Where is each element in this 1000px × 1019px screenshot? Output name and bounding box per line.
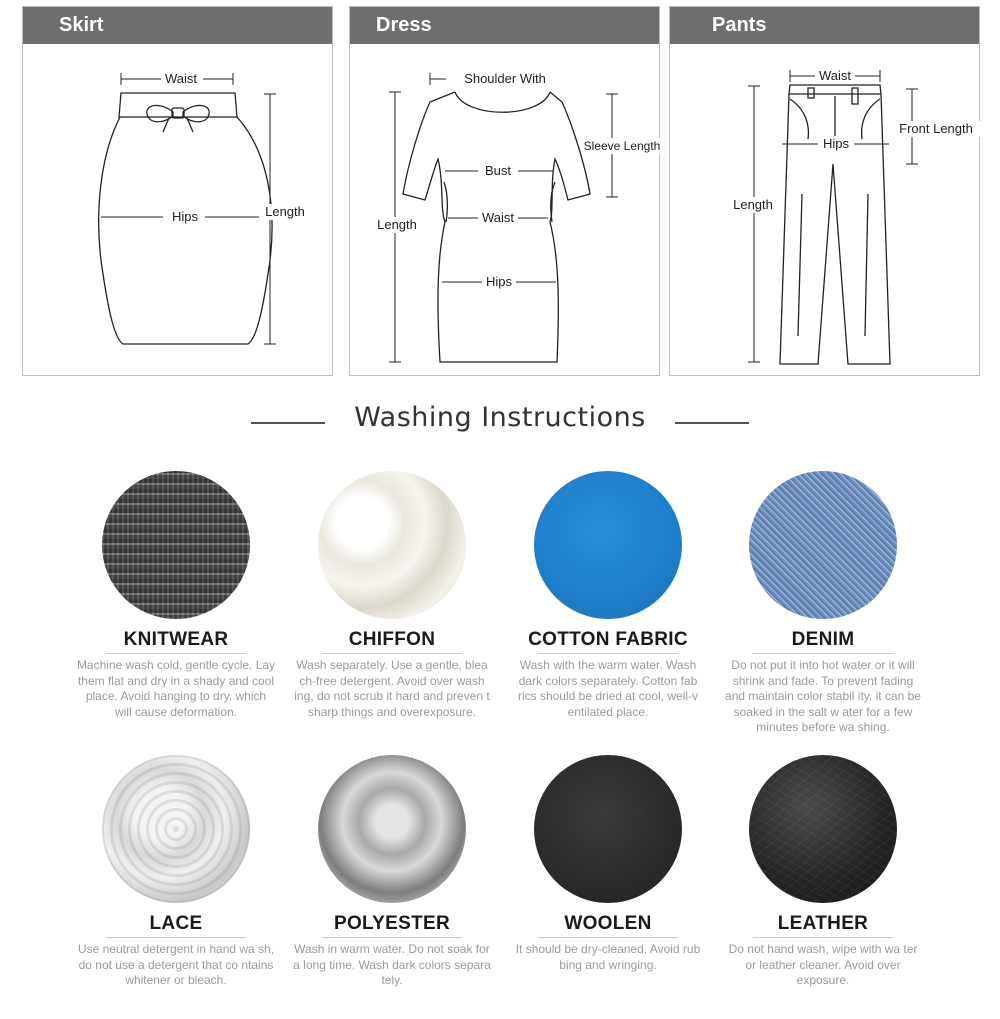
- skirt-hips-label: Hips: [171, 209, 199, 224]
- dress-length-label: Length: [377, 217, 417, 232]
- divider: [106, 937, 246, 938]
- dress-waist-label: Waist: [481, 210, 515, 225]
- skirt-length-label: Length: [265, 204, 305, 219]
- fabric-name: LEATHER: [777, 913, 869, 934]
- fabric-care-text: Do not hand wash, wipe with wa ter or leather cleaner. Avoid over exposure.: [728, 942, 918, 987]
- fabric-care-text: Wash with the warm water. Wash dark colors separately. Cotton fab rics should be dried at cool, well-v entilated place.: [517, 658, 699, 719]
- fabric-name: WOOLEN: [564, 913, 652, 934]
- skirt-heading: Skirt: [23, 7, 332, 44]
- fabric-name: DENIM: [791, 629, 855, 650]
- fabric-card-lace: [76, 755, 276, 989]
- fabric-care-text: Wash in warm water. Do not soak for a long time. Wash dark colors separa tely.: [293, 942, 491, 987]
- cotton-swatch-image: [534, 471, 682, 619]
- pants-waist-label: Waist: [818, 68, 852, 83]
- fabric-care-text: Do not put it into hot water or it will shrink and fade. To prevent fading and maintain color stabil ity, it can be soaked in the salt w ater for a few minutes before wa shing.: [725, 658, 921, 734]
- skirt-size-panel: [22, 6, 333, 376]
- dress-bust-label: Bust: [484, 163, 512, 178]
- divider: [322, 937, 462, 938]
- fabric-card-leather: [723, 755, 923, 989]
- fabric-card-knitwear: [76, 471, 276, 720]
- knitwear-swatch-image: [102, 471, 250, 619]
- fabric-card-polyester: [292, 755, 492, 989]
- fabric-name: POLYESTER: [333, 913, 451, 934]
- pants-front-length-label: Front Length: [899, 121, 973, 136]
- chiffon-swatch-image: [318, 471, 466, 619]
- fabric-care-text: It should be dry-cleaned. Avoid rub bing and wringing.: [515, 942, 701, 972]
- fabric-care-text: Machine wash cold, gentle cycle. Lay them flat and dry in a shady and cool place. Avoid hanging to dry, which will cause deformation.: [76, 658, 276, 719]
- dress-sleeve-label: Sleeve Length: [583, 139, 661, 153]
- divider: [753, 937, 893, 938]
- fabric-card-woolen: [508, 755, 708, 973]
- denim-swatch-image: [749, 471, 897, 619]
- dress-diagram: [350, 44, 661, 377]
- lace-swatch-image: [102, 755, 250, 903]
- title-rule-left: [251, 422, 325, 424]
- dress-heading: Dress: [350, 7, 659, 44]
- fabric-care-text: Use neutral detergent in hand wa sh, do not use a detergent that co ntains whitener or bleach.: [77, 942, 275, 987]
- dress-size-panel: [349, 6, 660, 376]
- dress-hips-label: Hips: [485, 274, 513, 289]
- divider: [322, 653, 462, 654]
- woolen-swatch-image: [534, 755, 682, 903]
- fabric-card-chiffon: [292, 471, 492, 720]
- fabric-name: LACE: [149, 913, 203, 934]
- pants-size-panel: [669, 6, 980, 376]
- skirt-diagram: [23, 44, 334, 377]
- leather-swatch-image: [749, 755, 897, 903]
- fabric-card-cotton: [508, 471, 708, 720]
- fabric-name: COTTON FABRIC: [528, 629, 688, 650]
- fabric-care-text: Wash separately. Use a gentle, blea ch-free detergent. Avoid over wash ing, do not scrub it hard and preven t sharp things and overexposure.: [294, 658, 490, 719]
- pants-hips-label: Hips: [822, 136, 850, 151]
- fabric-name: CHIFFON: [348, 629, 436, 650]
- washing-instructions-title: Washing Instructions: [354, 402, 646, 433]
- title-rule-right: [675, 422, 749, 424]
- pants-diagram: [670, 44, 981, 377]
- divider: [538, 937, 678, 938]
- pants-length-label: Length: [733, 197, 773, 212]
- pants-heading: Pants: [670, 7, 979, 44]
- divider: [106, 653, 246, 654]
- divider: [753, 653, 893, 654]
- fabric-name: KNITWEAR: [123, 629, 229, 650]
- skirt-waist-label: Waist: [164, 71, 198, 86]
- divider: [538, 653, 678, 654]
- fabric-card-denim: [723, 471, 923, 736]
- dress-shoulder-label: Shoulder With: [464, 71, 546, 86]
- polyester-swatch-image: [318, 755, 466, 903]
